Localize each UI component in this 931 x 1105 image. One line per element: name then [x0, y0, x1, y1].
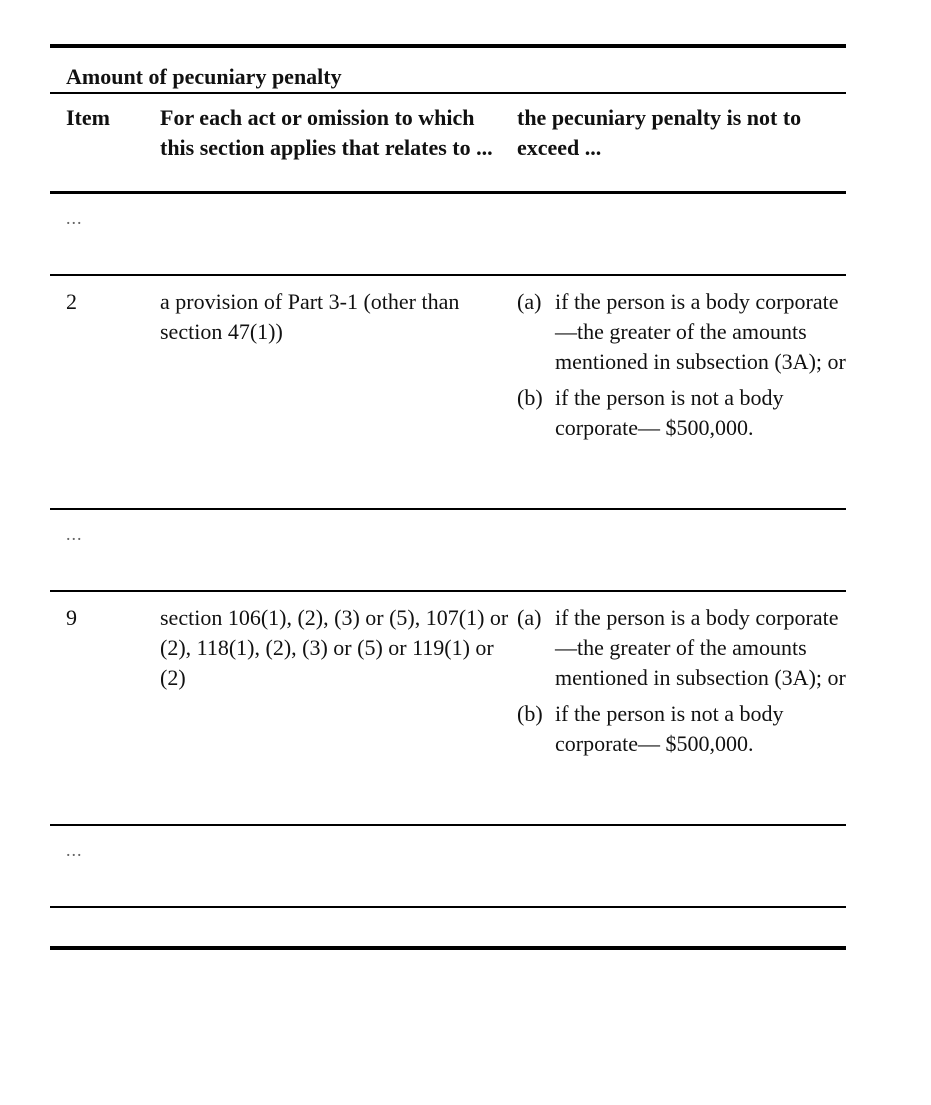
table-row: [50, 592, 846, 824]
row-penalty: [517, 603, 846, 765]
penalty-paragraph: [517, 603, 846, 693]
row-subject: a provision of Part 3-1 (other than section 47(1)): [160, 289, 460, 344]
table-bottom-rule: [50, 946, 846, 950]
paragraph-text: if the person is not a body corporate— $500,000.: [555, 701, 784, 756]
paragraph-label: (a): [517, 289, 542, 314]
empty-row: [50, 908, 846, 946]
paragraph-text: if the person is not a body corporate— $500,000.: [555, 385, 784, 440]
header-subject: For each act or omission to which this section applies that relates to ...: [160, 105, 493, 160]
table-row: [50, 276, 846, 508]
paragraph-text: if the person is a body corporate—the greater of the amounts mentioned in subsection (3A); or: [555, 289, 846, 374]
penalty-paragraph: [517, 383, 846, 443]
paragraph-label: (b): [517, 385, 543, 410]
row-item-number: 9: [66, 605, 77, 630]
row-item-number: 2: [66, 289, 77, 314]
paragraph-label: (b): [517, 701, 543, 726]
ellipsis-row: ...: [66, 524, 83, 544]
table-title: Amount of pecuniary penalty: [66, 64, 342, 89]
header-item: Item: [66, 105, 110, 130]
paragraph-label: (a): [517, 605, 542, 630]
penalty-paragraph: [517, 699, 846, 759]
penalty-paragraph: [517, 287, 846, 377]
table-header-row: [50, 94, 846, 191]
header-penalty: the pecuniary penalty is not to exceed ...: [517, 105, 802, 160]
penalty-table: [50, 44, 846, 950]
ellipsis-row: ...: [66, 840, 83, 860]
row-penalty: [517, 287, 846, 449]
ellipsis-row: ...: [66, 208, 83, 228]
paragraph-text: if the person is a body corporate—the greater of the amounts mentioned in subsection (3A); or: [555, 605, 846, 690]
row-subject: section 106(1), (2), (3) or (5), 107(1) or (2), 118(1), (2), (3) or (5) or 119(1) or (2): [160, 605, 509, 690]
